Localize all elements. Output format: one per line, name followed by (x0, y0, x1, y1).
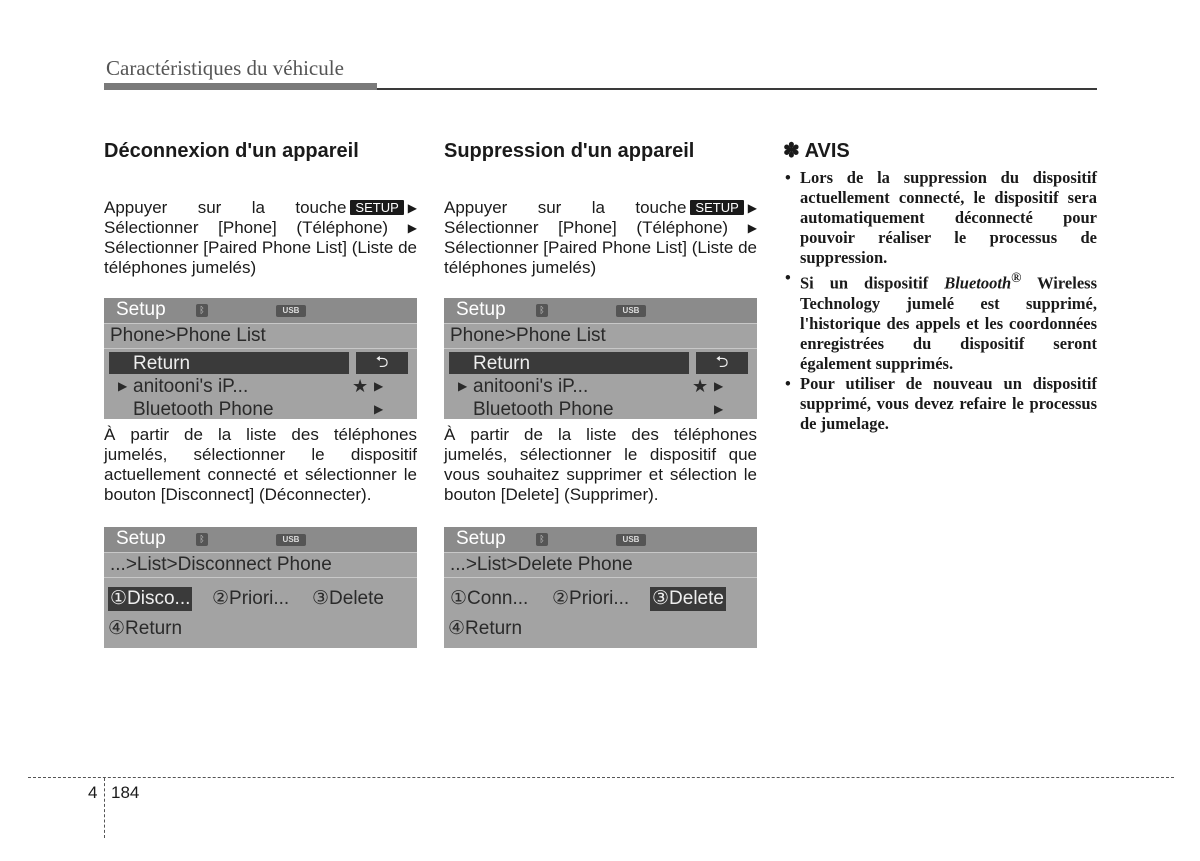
instr-line2: Sélectionner [Phone] (Téléphone) (444, 218, 729, 237)
triangle-right-icon: ▶ (458, 379, 468, 393)
arrow-right-icon: ▶ (747, 201, 757, 215)
chapter-number: 4 (88, 783, 98, 802)
registered-mark: ® (1011, 270, 1022, 285)
instruction-disconnect (104, 198, 417, 278)
arrow-right-icon: ▶ (747, 221, 757, 235)
notice-item: • Lors de la suppression du dispositif actuellement connecté, le dispositif sera automatiquement déconnecté pour pouvoir réaliser le processus de suppression. (783, 168, 1097, 268)
triangle-right-icon: ▶ (714, 402, 724, 416)
screen-return-row (444, 615, 757, 646)
screen-path: ...>List>Delete Phone (444, 553, 757, 578)
screen-delete-phone (444, 527, 757, 648)
notice-item2-pre: Si un dispositif (800, 273, 929, 293)
screen-status-bar (104, 298, 417, 324)
screen-disconnect-phone (104, 527, 417, 648)
star-icon: ★ (692, 376, 709, 396)
bluetooth-icon: ᛒ (196, 533, 208, 546)
paragraph-disconnect: À partir de la liste des téléphones jumelés, sélectionner le dispositif actuellement connecté et sélectionner le bouton [Disconnect] (Déconnecter). (104, 425, 417, 504)
return-label: Return (133, 353, 191, 374)
notice-item (783, 268, 1097, 374)
triangle-right-icon: ▶ (118, 379, 128, 393)
star-icon: ★ (352, 376, 369, 396)
instr-line2: Sélectionner [Phone] (Téléphone) (104, 218, 389, 237)
page-number: 184 (111, 783, 140, 802)
notice-item: • Pour utiliser de nouveau un dispositif supprimé, vous devez refaire le processus de jumelage. (783, 374, 1097, 434)
header-bar-accent (104, 83, 377, 90)
setup-key: SETUP (350, 200, 403, 215)
screen-bluetooth-row[interactable] (444, 398, 757, 419)
header-rule (377, 88, 1097, 90)
triangle-right-icon: ▶ (374, 402, 384, 416)
arrow-right-icon: ▶ (407, 221, 417, 235)
screen-return-row (104, 615, 417, 646)
device-label: anitooni's iP... (473, 376, 589, 397)
instr-pre: Appuyer sur la touche (444, 198, 687, 217)
column-disconnect (104, 138, 417, 648)
option-priority[interactable]: ②Priori... (552, 588, 630, 609)
column-delete (444, 138, 757, 648)
triangle-right-icon: ▶ (714, 379, 724, 393)
notice-item2-post: Wireless Technology jumelé est supprimé, l'historique des appels et les coordonnées enregistrées du dispositif seront également supprimés. (800, 273, 1097, 373)
screen-path: Phone>Phone List (444, 324, 757, 349)
footer-rule (28, 777, 1174, 778)
screen-setup-label: Setup (456, 528, 506, 549)
option-return[interactable]: ④Return (108, 618, 183, 639)
screen-options-row (104, 584, 417, 615)
bluetooth-icon: ᛒ (536, 304, 548, 317)
footer-divider (104, 778, 105, 838)
brand-bluetooth: Bluetooth (944, 273, 1012, 293)
screen-return-row[interactable] (449, 352, 753, 375)
screen-return-row[interactable] (109, 352, 413, 375)
setup-key: SETUP (690, 200, 743, 215)
screen-status-bar (444, 527, 757, 553)
bluetooth-phone-label: Bluetooth Phone (473, 399, 614, 419)
usb-icon: USB (276, 305, 306, 317)
usb-icon: USB (616, 305, 646, 317)
instr-pre: Appuyer sur la touche (104, 198, 347, 217)
option-priority[interactable]: ②Priori... (212, 588, 290, 609)
bluetooth-icon: ᛒ (536, 533, 548, 546)
column-notice (783, 138, 1097, 434)
paragraph-delete: À partir de la liste des téléphones jumelés, sélectionner le dispositif que vous souhaitez supprimer et sélection le bouton [Delete] (Supprimer). (444, 425, 757, 504)
option-delete[interactable]: ③Delete (652, 588, 724, 609)
screen-setup-label: Setup (116, 528, 166, 549)
screen-device-row[interactable] (444, 375, 757, 398)
back-icon[interactable]: ⮌ (696, 352, 748, 374)
instruction-delete (444, 198, 757, 278)
usb-icon: USB (276, 534, 306, 546)
option-delete[interactable]: ③Delete (312, 588, 384, 609)
screen-phone-list (444, 298, 757, 419)
screen-status-bar (444, 298, 757, 324)
notice-title: ✽ AVIS (783, 140, 850, 162)
return-label: Return (473, 353, 531, 374)
triangle-right-icon: ▶ (374, 379, 384, 393)
instr-line3: Sélectionner [Paired Phone List] (Liste de téléphones jumelés) (104, 238, 417, 277)
running-header: Caractéristiques du véhicule (106, 56, 344, 80)
instr-line3: Sélectionner [Paired Phone List] (Liste de téléphones jumelés) (444, 238, 757, 277)
option-disconnect[interactable]: ①Disco... (110, 588, 191, 609)
section-title-disconnect: Déconnexion d'un appareil (104, 140, 359, 162)
option-connect[interactable]: ①Conn... (450, 588, 529, 609)
usb-icon: USB (616, 534, 646, 546)
screen-status-bar (104, 527, 417, 553)
notice-list (783, 168, 1097, 434)
screen-options-row (444, 584, 757, 615)
bluetooth-phone-label: Bluetooth Phone (133, 399, 274, 419)
option-return[interactable]: ④Return (448, 618, 523, 639)
screen-path: ...>List>Disconnect Phone (104, 553, 417, 578)
screen-bluetooth-row[interactable] (104, 398, 417, 419)
arrow-right-icon: ▶ (407, 201, 417, 215)
device-label: anitooni's iP... (133, 376, 249, 397)
back-icon[interactable]: ⮌ (356, 352, 408, 374)
section-title-delete: Suppression d'un appareil (444, 140, 695, 162)
screen-path: Phone>Phone List (104, 324, 417, 349)
screen-device-row[interactable] (104, 375, 417, 398)
bluetooth-icon: ᛒ (196, 304, 208, 317)
screen-setup-label: Setup (116, 299, 166, 320)
screen-phone-list (104, 298, 417, 419)
screen-setup-label: Setup (456, 299, 506, 320)
